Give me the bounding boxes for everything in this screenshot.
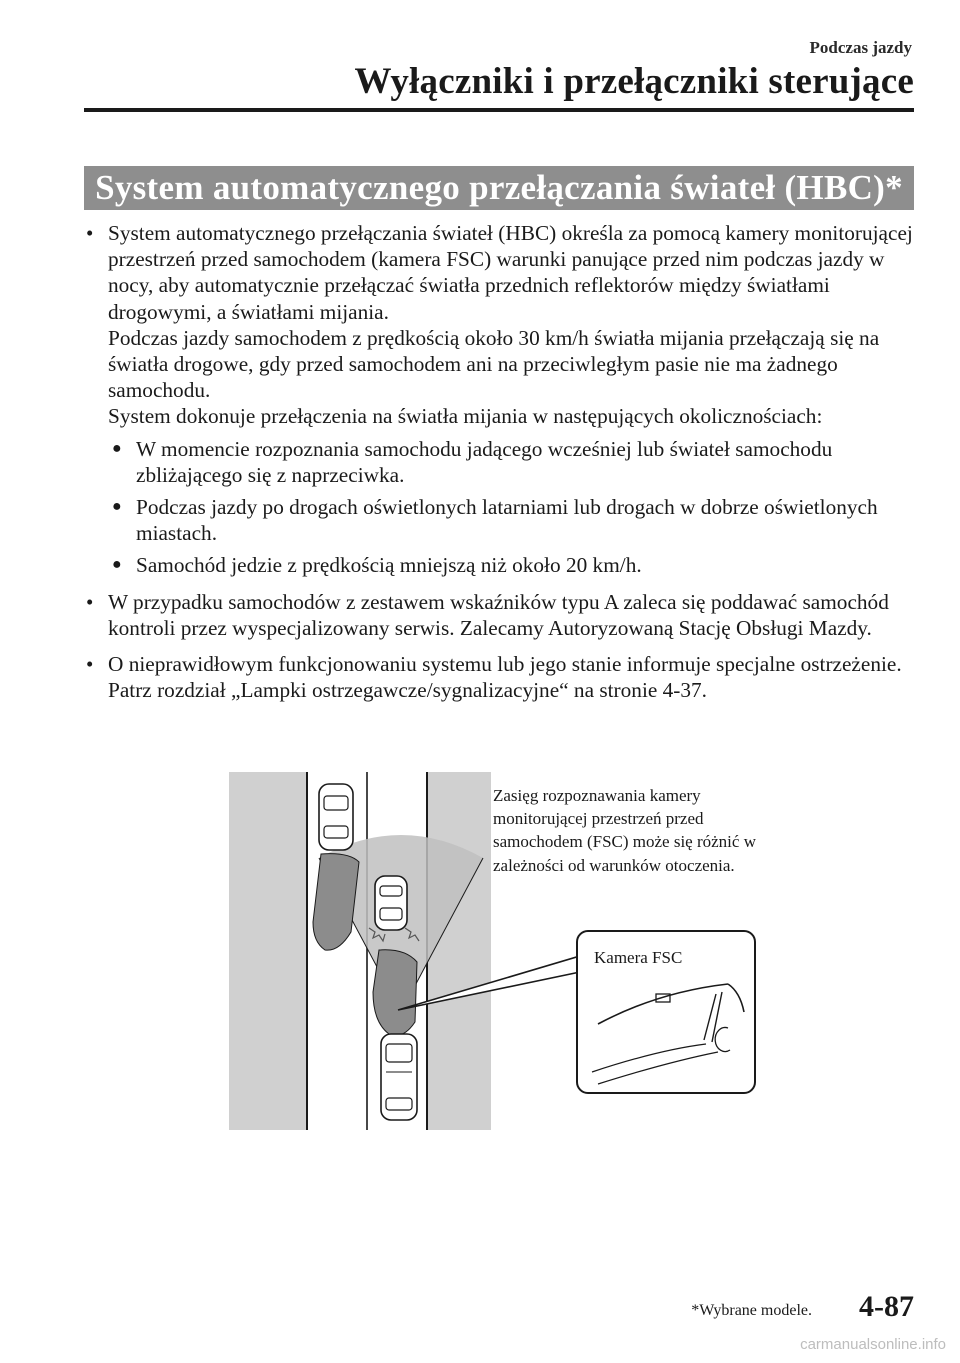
paragraph: System automatycznego przełączania świateł (HBC) określa za pomocą kamery monitorującej przestrzeń przed samochodem (kamera FSC) warunki panujące przed nim podczas jazdy w nocy, aby automatycznie przełączać światła przednich reflektorów między światłami drogowymi, a światłami mijania. bbox=[108, 221, 913, 324]
sub-item-text: W momencie rozpoznania samochodu jadącego wcześniej lub świateł samochodu zbliżającego się z naprzeciwka. bbox=[136, 436, 833, 487]
road-illustration bbox=[229, 772, 491, 1130]
sub-item bbox=[108, 436, 914, 488]
section-banner: System automatycznego przełączania świateł (HBC)* bbox=[84, 166, 914, 210]
bullet-item bbox=[84, 651, 914, 703]
sub-bullet-icon: ● bbox=[112, 498, 122, 516]
inset-label: Kamera FSC bbox=[594, 948, 683, 967]
sub-item bbox=[108, 494, 914, 546]
footnote: *Wybrane modele. bbox=[691, 1302, 812, 1319]
sub-item-text: Podczas jazdy po drogach oświetlonych latarniami lub drogach w dobrze oświetlonych miastach. bbox=[136, 495, 878, 546]
own-headlight-beam bbox=[373, 950, 417, 1036]
watermark: carmanualsonline.info bbox=[800, 1336, 946, 1353]
sub-item bbox=[108, 552, 914, 578]
running-header-title: Wyłączniki i przełączniki sterujące bbox=[354, 61, 914, 102]
paragraph: System dokonuje przełączenia na światła mijania w następujących okolicznościach: bbox=[108, 404, 823, 429]
bullet-item bbox=[84, 220, 914, 579]
bullet-dot-icon: • bbox=[86, 221, 94, 245]
road-diagram bbox=[229, 772, 491, 1130]
own-car-icon bbox=[381, 1034, 417, 1120]
running-header-section: Podczas jazdy bbox=[809, 38, 912, 57]
windshield-inset bbox=[576, 930, 756, 1094]
header-rule bbox=[84, 108, 914, 112]
sub-bullet-icon: ● bbox=[112, 556, 122, 574]
paragraph: Podczas jazdy samochodem z prędkością około 30 km/h światła mijania przełączają się na światła drogowe, gdy przed samochodem ani na przeciwległym pasie nie ma żadnego samochodu. bbox=[108, 325, 880, 403]
sub-item-text: Samochód jedzie z prędkością mniejszą niż około 20 km/h. bbox=[136, 553, 642, 578]
figure-caption: Zasięg rozpoznawania kamery monitorującej przestrzeń przed samochodem (FSC) może się różnić w zależności od warunków otoczenia. bbox=[493, 786, 756, 875]
content-body bbox=[84, 220, 914, 703]
sub-bullet-icon: ● bbox=[112, 439, 122, 457]
bullet-dot-icon: • bbox=[86, 589, 94, 614]
paragraph: O nieprawidłowym funkcjonowaniu systemu lub jego stanie informuje specjalne ostrzeżenie. bbox=[108, 652, 902, 677]
bullet-item bbox=[84, 589, 914, 641]
windshield-drawing bbox=[578, 932, 754, 1092]
paragraph: W przypadku samochodów z zestawem wskaźników typu A zaleca się poddawać samochód kontroli przez wyspecjalizowany serwis. Zalecamy Autoryzowaną Stację Obsługi Mazdy. bbox=[108, 589, 889, 640]
paragraph: Patrz rozdział „Lampki ostrzegawcze/sygnalizacyjne“ na stronie 4-37. bbox=[108, 678, 708, 703]
bullet-dot-icon: • bbox=[86, 652, 94, 677]
oncoming-car-icon bbox=[319, 784, 353, 850]
page-number: 4-87 bbox=[859, 1290, 914, 1323]
